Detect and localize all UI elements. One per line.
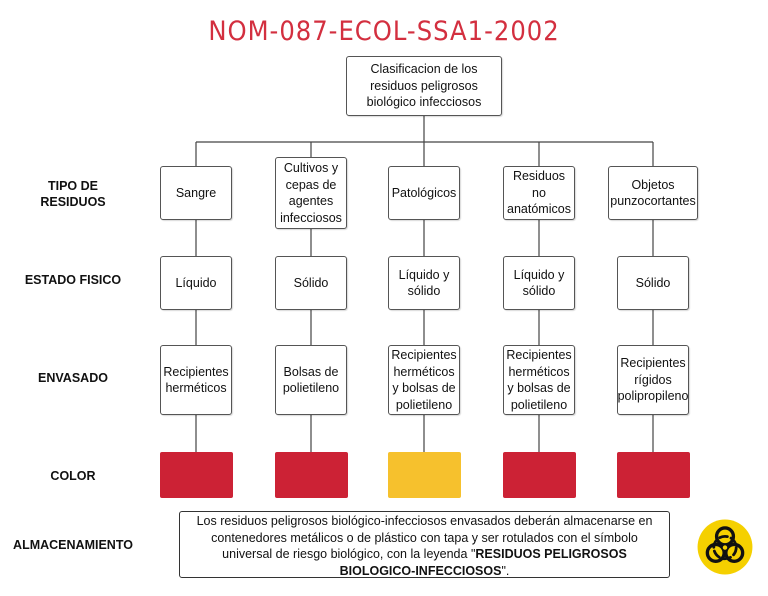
row-label-color: COLOR [50, 469, 96, 483]
color-swatch-4 [503, 452, 576, 498]
estado-box-1 [160, 256, 232, 310]
tipo-label: Patológicos [391, 185, 457, 200]
color-swatch-1 [160, 452, 233, 498]
root-node [346, 56, 502, 116]
tipo-box-1 [160, 166, 232, 220]
estado-label: Líquido [175, 275, 217, 290]
envasado-box-1 [160, 345, 232, 415]
envasado-box-4 [503, 345, 575, 415]
envasado-label: Bolsas de polietileno [282, 364, 340, 395]
estado-box-4 [503, 256, 575, 310]
estado-label: Líquido y sólido [513, 267, 565, 298]
tipo-box-4 [503, 166, 575, 220]
envasado-label: Recipientes herméticos y bolsas de polietileno [506, 348, 572, 412]
row-label-tipo: TIPO DE RESIDUOS [40, 179, 106, 210]
estado-label: Líquido y sólido [398, 267, 450, 298]
envasado-box-5 [617, 345, 689, 415]
envasado-box-3 [388, 345, 460, 415]
storage-text-before: Los residuos peligrosos biológico-infecciosos envasados deberán almacenarse en contenedores metálicos o de plástico con tapa y ser rotulados con el símbolo universal de riesgo biológico, con la leyenda " [196, 514, 653, 561]
biohazard-icon [697, 519, 753, 575]
tipo-box-5 [608, 166, 698, 220]
envasado-label: Recipientes rígidos polipropileno [617, 356, 689, 404]
estado-label: Sólido [293, 275, 329, 290]
storage-note [179, 511, 670, 578]
root-label: Clasificacion de los residuos peligrosos biológico infecciosos [366, 62, 482, 110]
envasado-box-2 [275, 345, 347, 415]
tipo-label: Residuos no anatómicos [507, 169, 571, 217]
row-label-envasado: ENVASADO [38, 371, 108, 385]
color-swatch-5 [617, 452, 690, 498]
storage-text-after: ". [501, 563, 510, 578]
tipo-box-3 [388, 166, 460, 220]
estado-box-3 [388, 256, 460, 310]
row-label-almacenamiento: ALMACENAMIENTO [13, 538, 133, 552]
tipo-label: Sangre [175, 185, 217, 200]
tipo-label: Cultivos y cepas de agentes infecciosos [280, 161, 342, 225]
tipo-label: Objetos punzocortantes [610, 177, 696, 208]
row-label-estado: ESTADO FISICO [24, 273, 122, 287]
color-swatch-2 [275, 452, 348, 498]
tipo-box-2 [275, 157, 347, 229]
estado-box-2 [275, 256, 347, 310]
envasado-label: Recipientes herméticos [163, 364, 229, 395]
page-title: NOM-087-ECOL-SSA1-2002 [208, 16, 560, 47]
envasado-label: Recipientes herméticos y bolsas de polietileno [391, 348, 457, 412]
estado-box-5 [617, 256, 689, 310]
color-swatch-3 [388, 452, 461, 498]
storage-legend: RESIDUOS PELIGROSOS BIOLOGICO-INFECCIOSOS [339, 547, 627, 578]
estado-label: Sólido [635, 275, 671, 290]
